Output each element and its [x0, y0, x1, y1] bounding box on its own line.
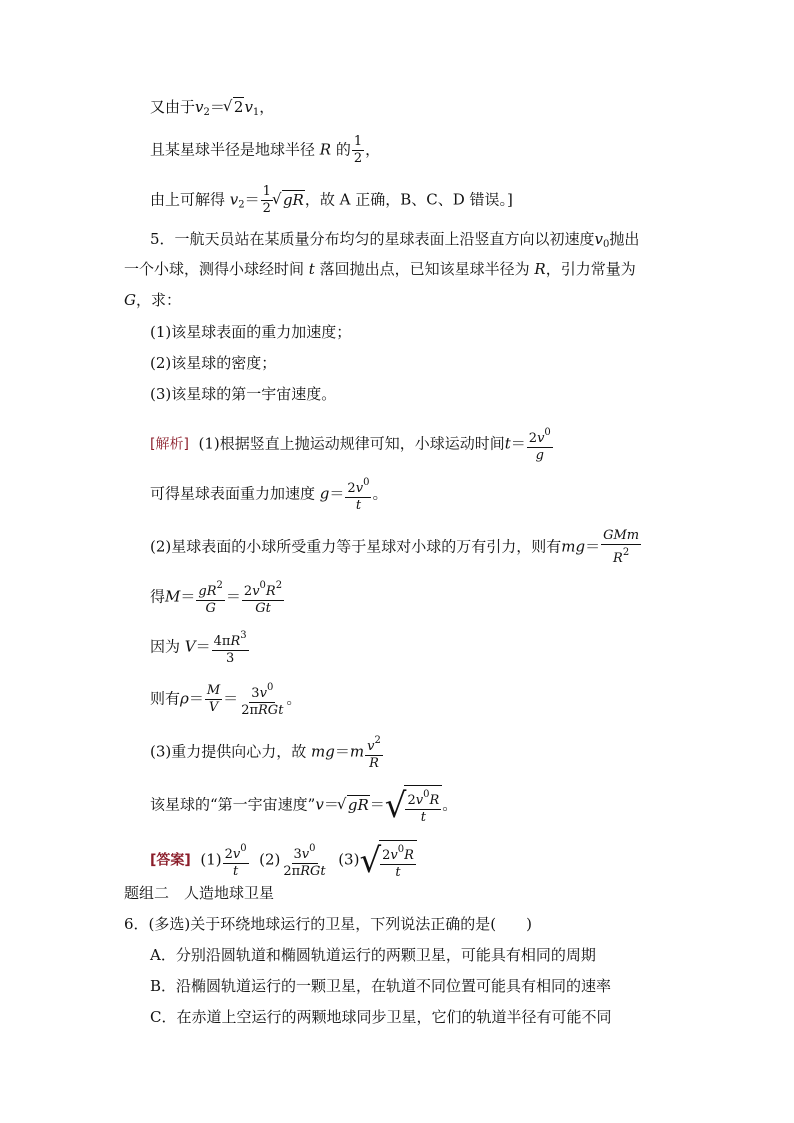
solution-line-1: 又由于$v_2=√$ $2v_1$， [150, 96, 274, 124]
text-span: ，引力常量为 [545, 260, 636, 278]
question-6: 6．(多选)关于环绕地球运行的卫星，下列说法正确的是( ) [124, 915, 532, 933]
analysis-line-8: 该星球的“第一宇宙速度”v＝√ gR＝ √ $\frac{2v^0R}{t}$ 。 [150, 785, 457, 826]
question-6-option-b: B．沿椭圆轨道运行的一颗卫星，在轨道不同位置可能具有相同的速率 [150, 977, 612, 995]
text-span: (1)根据竖直上抛运动规律可知，小球运动时间 [198, 434, 505, 453]
text-span: 且某星球半径是地球半径 [150, 140, 316, 159]
answer-tag: [答案] [150, 852, 191, 869]
text-span: 可得星球表面重力加速度 [150, 484, 316, 503]
analysis-line-6: 则有ρ＝ $\frac{M}{V}$ ＝ $\frac{3v^0}{\text{2πRGt}}$ 。 [150, 682, 302, 718]
text-span: ，故 A 正确，B、C、D 错误。] [304, 190, 513, 209]
text-span: 的 [335, 140, 351, 159]
analysis-line-4: 得M＝ $\frac{gR^2}{G}$ ＝ $\frac{2v^0R^2}{Gt}$ [150, 580, 283, 616]
text-span: (1) [200, 850, 222, 869]
question-5-part-2: (2)该星球的密度； [150, 354, 277, 372]
answer-line: [答案] (1) $\frac{2v^0}{t}$ (2) $\frac{3v^0}{\text{2πRGt}}$ (3) √ $\frac{2v^0R}{t}$ [150, 840, 417, 881]
text-span: (3) [338, 850, 360, 869]
text-span: ，求： [135, 291, 181, 309]
text-span: 则有 [150, 689, 181, 708]
question-group-title: 题组二 人造地球卫星 [124, 884, 275, 902]
analysis-line-7: (3)重力提供向心力，故 mg＝m $\frac{v^2}{R}$ [150, 735, 381, 771]
text-span: 该星球的“第一宇宙速度” [150, 795, 316, 814]
text-span: (2) [259, 850, 281, 869]
text-span: 。 [286, 689, 302, 708]
text-span: (2)星球表面的小球所受重力等于星球对小球的万有引力，则有 [150, 537, 562, 556]
analysis-line-5: 因为 V＝ $\frac{4\pi R^3}{3}$ [150, 630, 247, 666]
question-5-part-1: (1)该星球表面的重力加速度； [150, 323, 352, 341]
text-span: 得 [150, 587, 166, 606]
analysis-tag: [解析] [150, 436, 189, 453]
analysis-line-1: [解析] (1)根据竖直上抛运动规律可知，小球运动时间t＝ $\frac{2v^0}{g}$ [150, 427, 551, 463]
text-span: 抛出 [609, 230, 640, 248]
text-span: 因为 [150, 637, 181, 656]
question-5-line-3: G，求： [124, 291, 181, 309]
text-span: 。 [442, 795, 458, 814]
text-span: 由上可解得 [150, 190, 226, 209]
analysis-line-2: 可得星球表面重力加速度 g＝ $\frac{2v^0}{t}$ 。 [150, 477, 388, 513]
text-span: 。 [372, 484, 388, 503]
text-span: 又由于 [150, 98, 196, 116]
solution-line-3: 由上可解得 $v_2=$ $\frac{1}{2}$ √ gR，故 A 正确，B、C、D 错误。] [150, 184, 513, 217]
solution-line-2: 且某星球半径是地球半径 R 的 $\frac{1}{2}$ ， [150, 134, 381, 166]
text-span: 一个小球，测得小球经时间 [124, 260, 305, 278]
text-span: 落回抛出点，已知该星球半径为 [319, 260, 530, 278]
question-5-line-2: 一个小球，测得小球经时间 t 落回抛出点，已知该星球半径为 R，引力常量为 [124, 260, 636, 278]
question-5-part-3: (3)该星球的第一宇宙速度。 [150, 385, 337, 403]
text-span: 5．一航天员站在某质量分布均匀的星球表面上沿竖直方向以初速度 [150, 230, 595, 248]
analysis-line-3: (2)星球表面的小球所受重力等于星球对小球的万有引力，则有mg＝ $\frac{\text{GMm}}{R^2}$ [150, 528, 640, 566]
text-span: (3)重力提供向心力，故 [150, 742, 307, 761]
text-span: ， [365, 140, 381, 159]
question-5-line-1: 5．一航天员站在某质量分布均匀的星球表面上沿竖直方向以初速度$v_0$抛出 [150, 230, 640, 250]
text-span: ， [259, 98, 275, 116]
question-6-option-c: C．在赤道上空运行的两颗地球同步卫星，它们的轨道半径有可能不同 [150, 1008, 612, 1026]
question-6-option-a: A．分别沿圆轨道和椭圆轨道运行的两颗卫星，可能具有相同的周期 [150, 946, 596, 964]
